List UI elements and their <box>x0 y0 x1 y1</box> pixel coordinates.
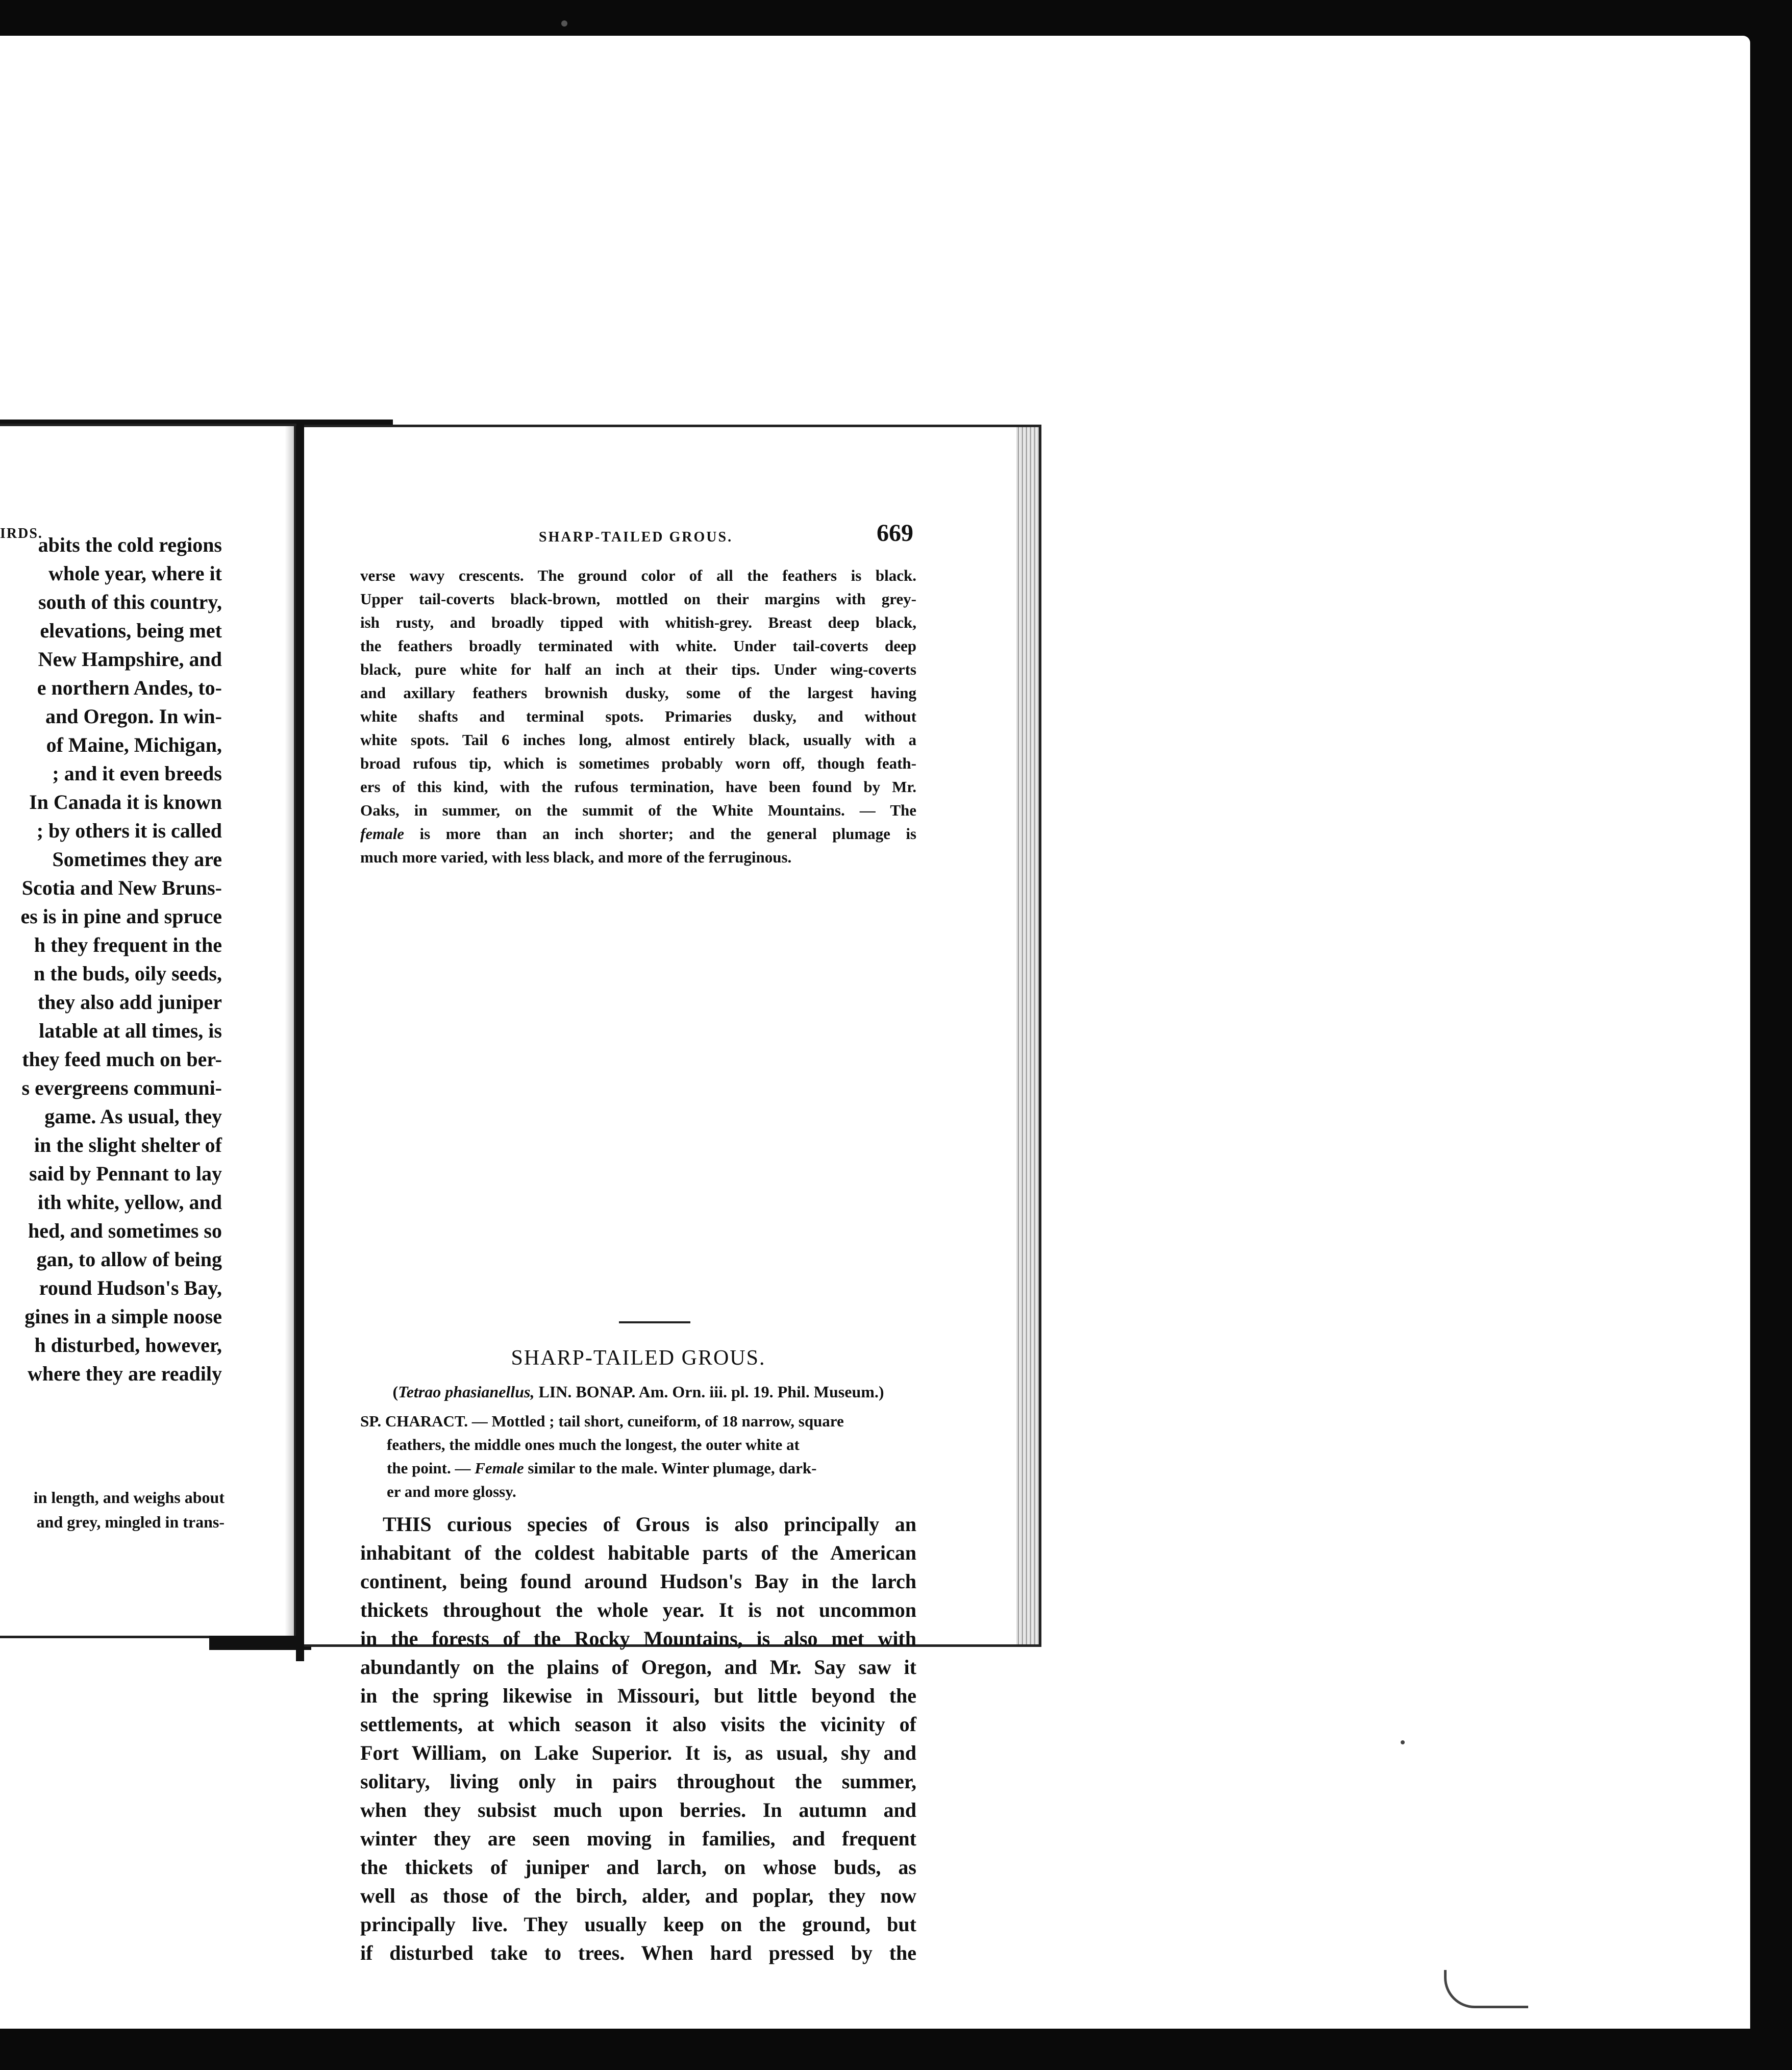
text-line: the feathers broadly terminated with white. Under tail-coverts deep <box>360 637 916 655</box>
text-line: s evergreens communi- <box>21 1076 222 1099</box>
text-line: they also add juniper <box>37 991 222 1014</box>
text-line: in the forests of the Rocky Mountains, is also met with <box>360 1627 916 1650</box>
text-line: of Maine, Michigan, <box>46 733 222 756</box>
text-line: well as those of the birch, alder, and poplar, they now <box>360 1884 916 1907</box>
text-line: broad rufous tip, which is sometimes probably worn off, though feath- <box>360 754 916 772</box>
text-line: principally live. They usually keep on the ground, but <box>360 1913 916 1936</box>
left-running-head: IRDS. <box>0 526 43 541</box>
text-line: gan, to allow of being <box>36 1248 222 1271</box>
running-head: SHARP-TAILED GROUS. <box>539 529 733 545</box>
text-line: solitary, living only in pairs throughout the summer, <box>360 1770 916 1793</box>
section-divider <box>619 1321 690 1323</box>
drop-word: THIS <box>383 1513 432 1536</box>
text-line: if disturbed take to trees. When hard pressed by the <box>360 1941 916 1964</box>
text-line: ith white, yellow, and <box>37 1191 222 1214</box>
text-line: e northern Andes, to- <box>37 676 222 699</box>
text-line: black, pure white for half an inch at their tips. Under wing-coverts <box>360 660 916 678</box>
text-line: latable at all times, is <box>39 1019 222 1042</box>
text-line: es is in pine and spruce <box>20 905 222 928</box>
text-line: in the slight shelter of <box>34 1133 222 1156</box>
text-line: Scotia and New Bruns- <box>21 876 222 899</box>
footnote-line: and grey, mingled in trans- <box>36 1513 225 1531</box>
left-page-text <box>0 531 222 1388</box>
text-line: and axillary feathers brownish dusky, some of the largest having <box>360 684 916 702</box>
text-line: New Hampshire, and <box>38 648 222 671</box>
text-line: female is more than an inch shorter; and the general plumage is <box>360 825 916 843</box>
scan-speck <box>561 20 567 27</box>
text-line: Upper tail-coverts black-brown, mottled on their margins with grey- <box>360 590 916 608</box>
text-line: continent, being found around Hudson's Bay in the larch <box>360 1570 916 1593</box>
specific-character: SP. CHARACT. — Mottled ; tail short, cuneiform, of 18 narrow, square feathers, the middle ones much the longest, the outer white at the point. — Female similar to the male. Winter plumage, dark- er and more glossy. <box>360 1412 844 1500</box>
description-paragraph <box>360 564 916 869</box>
text-line: inhabitant of the coldest habitable parts of the American <box>360 1541 916 1564</box>
book-gutter <box>296 426 304 1661</box>
text-line: abundantly on the plains of Oregon, and Mr. Say saw it <box>360 1656 916 1679</box>
text-line: round Hudson's Bay, <box>39 1276 222 1299</box>
body-paragraph: THIS curious species of Grous is also principally an inhabitant of the coldest habitable parts of the American continent, being found around Hudson's Bay in the larch thickets throughout the whole year. It is not uncommon in the forests of the Rocky Mountains, is also met with abundantly on the plains of Oregon, and Mr. Say saw it in the spring likewise in Missouri, but little beyond the settlements, at which season it also visits the vicinity of Fort William, on Lake Superior. It is, as usual, shy and solitary, living only in pairs throughout the summer, when they subsist much upon berries. In autumn and winter they are seen moving in families, and frequent the thickets of juniper and larch, on whose buds, as well as those of the birch, alder, and poplar, they now principally live. They usually keep on the ground, but if disturbed take to trees. When hard pressed by the <box>360 1510 916 1967</box>
footnote-line: in length, and weighs about <box>33 1488 225 1507</box>
text-line: settlements, at which season it also visits the vicinity of <box>360 1713 916 1736</box>
text-line: verse wavy crescents. The ground color of all the feathers is black. <box>360 566 916 584</box>
text-line: in the spring likewise in Missouri, but little beyond the <box>360 1684 916 1707</box>
text-line: ; and it even breeds <box>52 762 222 785</box>
page-number: 669 <box>877 520 913 547</box>
text-line: hed, and sometimes so <box>28 1219 222 1242</box>
text-line: white shafts and terminal spots. Primaries dusky, and without <box>360 707 916 725</box>
section-title: SHARP-TAILED GROUS. <box>511 1346 766 1370</box>
scan-speck <box>1401 1740 1405 1744</box>
left-page-footnote <box>0 1485 225 1534</box>
text-line: winter they are seen moving in families, and frequent <box>360 1827 916 1850</box>
text-line: the thickets of juniper and larch, on whose buds, as <box>360 1856 916 1879</box>
text-line: elevations, being met <box>40 619 222 642</box>
text-line: thickets throughout the whole year. It is not uncommon <box>360 1598 916 1621</box>
text-line: game. As usual, they <box>44 1105 222 1128</box>
text-line: said by Pennant to lay <box>29 1162 222 1185</box>
text-line: white spots. Tail 6 inches long, almost entirely black, usually with a <box>360 731 916 749</box>
book-spine-bottom <box>209 1636 311 1650</box>
text-line: h they frequent in the <box>34 933 222 956</box>
text-line: In Canada it is known <box>29 791 222 814</box>
text-line: much more varied, with less black, and more of the ferruginous. <box>360 848 792 866</box>
charact-label: SP. CHARACT. <box>360 1412 468 1430</box>
text-line: and Oregon. In win- <box>45 705 222 728</box>
text-line: they feed much on ber- <box>22 1048 222 1071</box>
text-line: south of this country, <box>38 590 222 613</box>
text-line: abits the cold regions <box>38 533 222 556</box>
page-edge-stack <box>1016 427 1039 1644</box>
text-line: ish rusty, and broadly tipped with whitish-grey. Breast deep black, <box>360 613 916 631</box>
species-name: Tetrao phasianellus, <box>398 1383 535 1401</box>
citation: (Tetrao phasianellus, LIN. BONAP. Am. Orn. iii. pl. 19. Phil. Museum.) <box>392 1383 884 1401</box>
female-word: female <box>360 825 405 843</box>
text-line: ers of this kind, with the rufous termination, have been found by Mr. <box>360 778 916 796</box>
text-line: h disturbed, however, <box>34 1334 222 1357</box>
text-line: ; by others it is called <box>36 819 222 842</box>
text-line: Oaks, in summer, on the summit of the White Mountains. — The <box>360 801 916 819</box>
left-page <box>0 424 296 1638</box>
right-page <box>304 425 1041 1964</box>
scan-artifact <box>1444 1970 1528 2008</box>
text-line: where they are readily <box>27 1362 222 1385</box>
text-line: when they subsist much upon berries. In autumn and <box>360 1798 916 1821</box>
text-line: Sometimes they are <box>52 848 222 871</box>
text-line: whole year, where it <box>48 562 222 585</box>
scan-border <box>0 2029 1792 2070</box>
text-line: gines in a simple noose <box>24 1305 222 1328</box>
text-line: n the buds, oily seeds, <box>34 962 222 985</box>
text-line: Fort William, on Lake Superior. It is, as usual, shy and <box>360 1741 916 1764</box>
page-edge <box>285 426 294 1636</box>
